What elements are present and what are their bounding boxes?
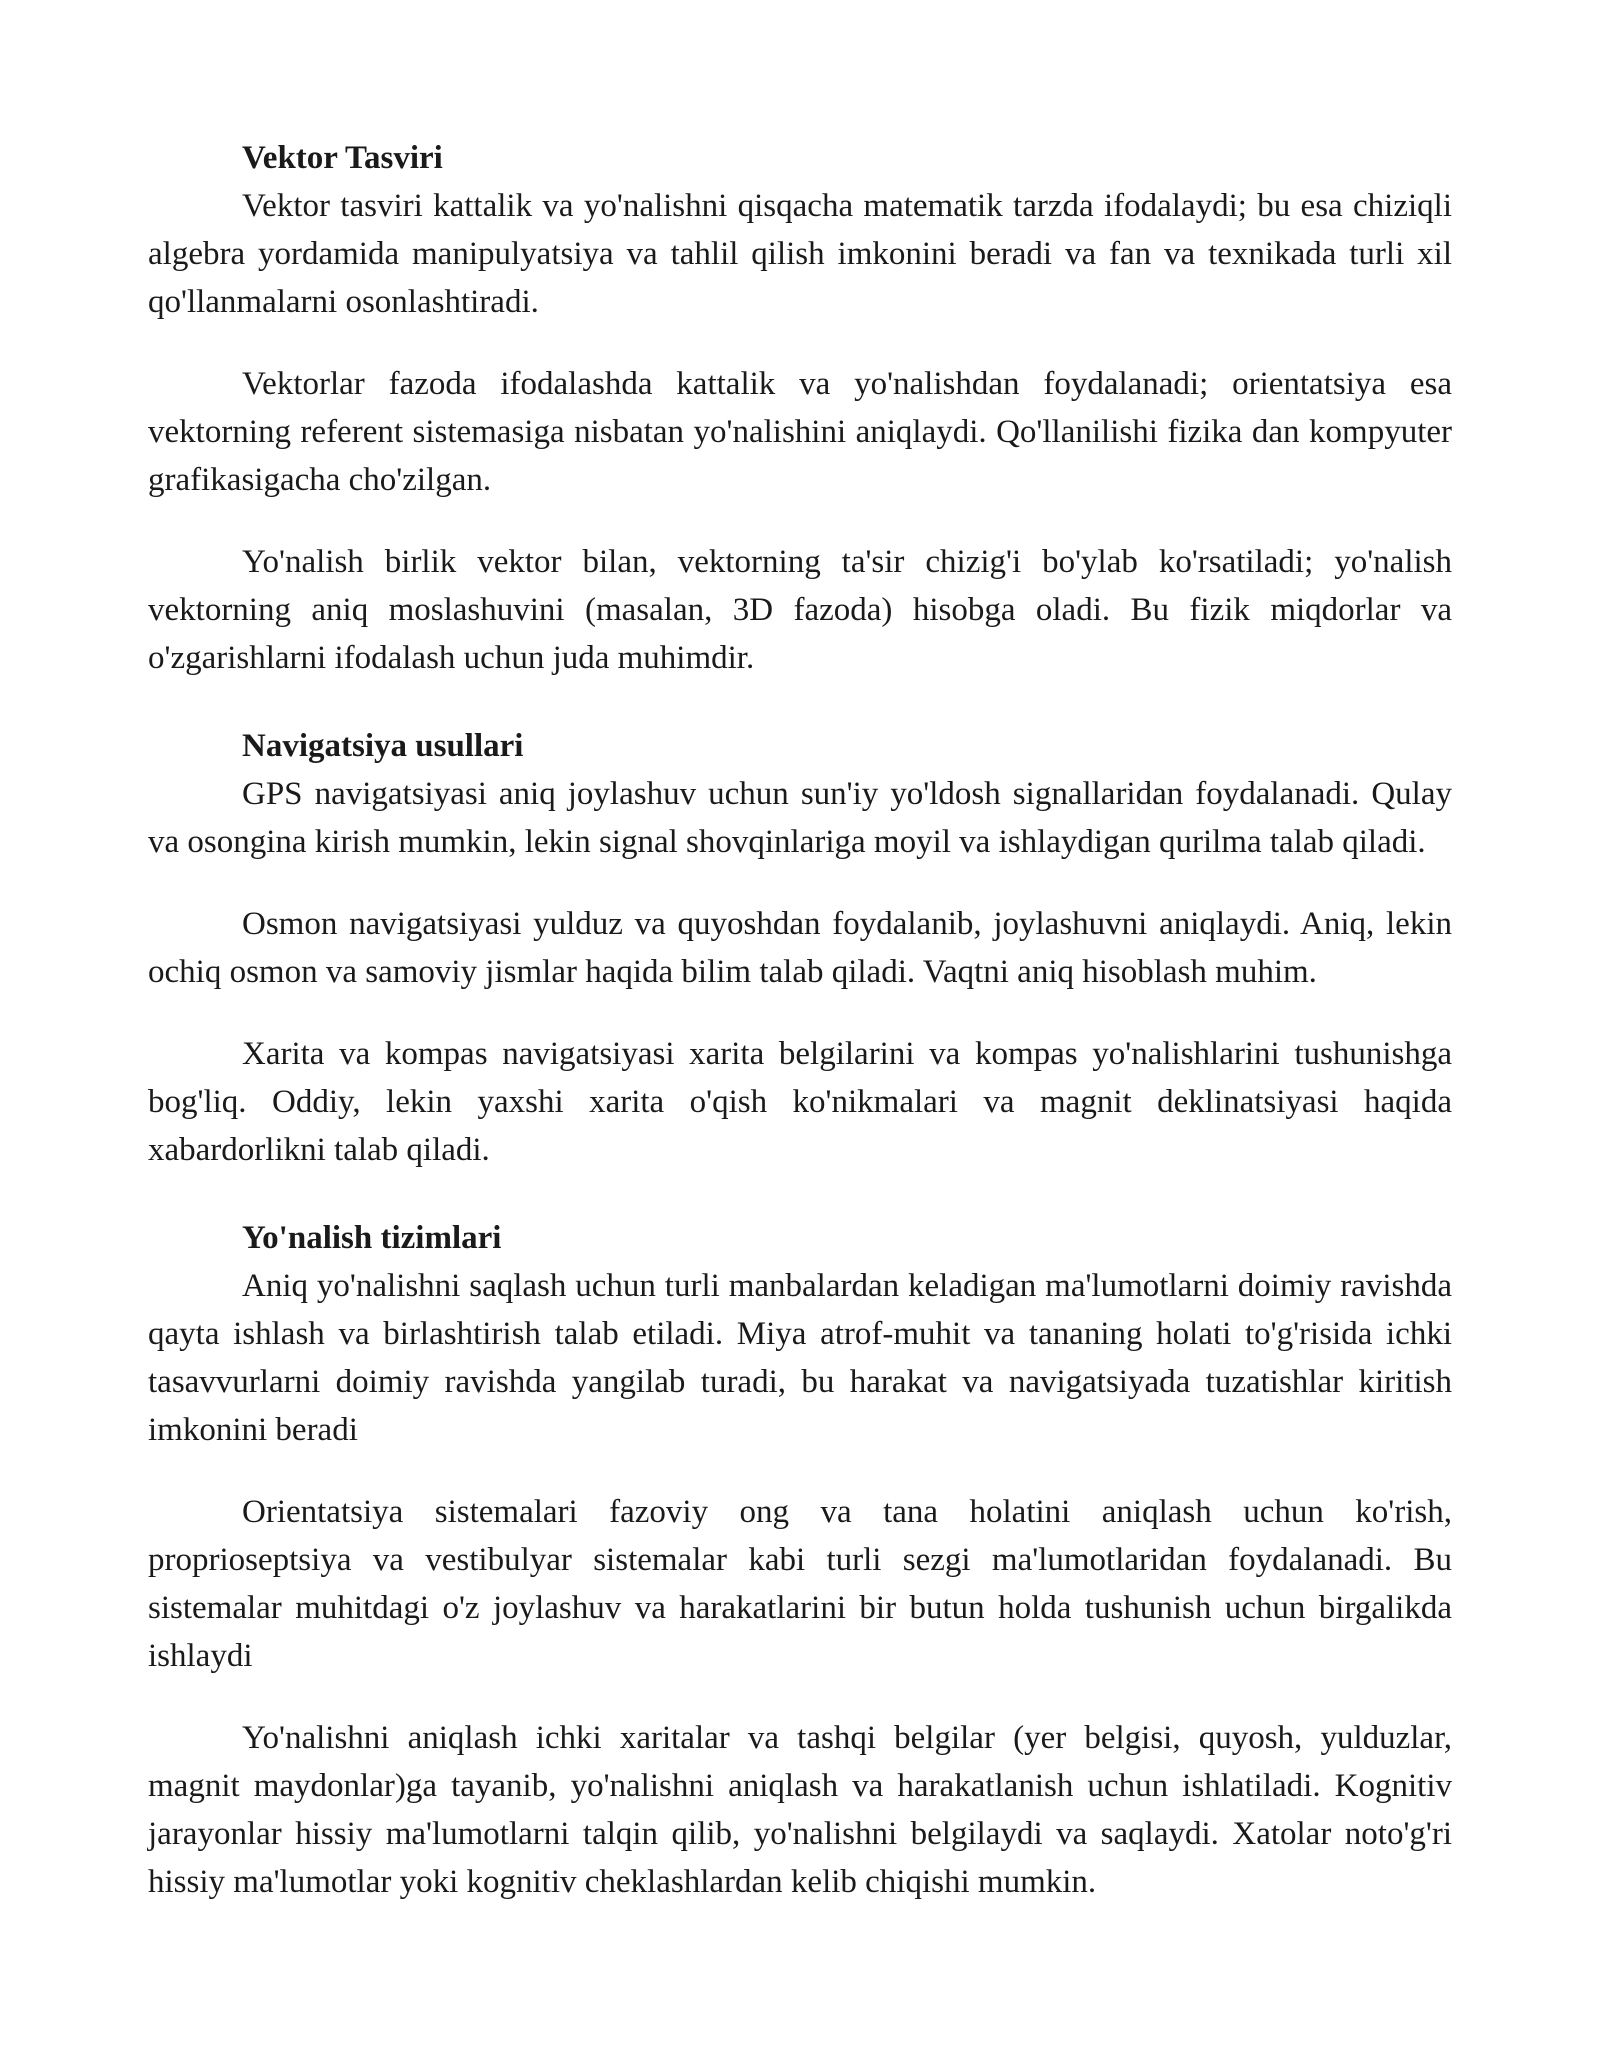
section-vektor-tasviri bbox=[148, 134, 1452, 682]
section-navigatsiya-usullari bbox=[148, 722, 1452, 1174]
paragraph: GPS navigatsiyasi aniq joylashuv uchun sun'iy yo'ldosh signallaridan foydalanadi. Qulay va osongina kirish mumkin, lekin signal shovqinlariga moyil va ishlaydigan qurilma talab qiladi. bbox=[148, 776, 1452, 860]
section-yonalish-tizimlari bbox=[148, 1214, 1452, 1906]
paragraph: Vektor tasviri kattalik va yo'nalishni qisqacha matematik tarzda ifodalaydi; bu esa chiziqli algebra yordamida manipulyatsiya va tahlil qilish imkonini beradi va fan va texnikada turli xil qo'llanmalarni osonlashtiradi. bbox=[148, 188, 1452, 320]
paragraph: Orientatsiya sistemalari fazoviy ong va tana holatini aniqlash uchun ko'rish, proprioseptsiya va vestibulyar sistemalar kabi turli sezgi ma'lumotlaridan foydalanadi. Bu sistemalar muhitdagi o'z joylashuv va harakatlarini bir butun holda tushunish uchun birgalikda ishlaydi bbox=[148, 1494, 1452, 1674]
paragraph: Yo'nalishni aniqlash ichki xaritalar va tashqi belgilar (yer belgisi, quyosh, yulduzlar, magnit maydonlar)ga tayanib, yo'nalishni aniqlash va harakatlanish uchun ishlatiladi. Kognitiv jarayonlar hissiy ma'lumotlarni talqin qilib, yo'nalishni belgilaydi va saqlaydi. Xatolar noto'g'ri hissiy ma'lumotlar yoki kognitiv cheklashlardan kelib chiqishi mumkin. bbox=[148, 1720, 1452, 1900]
paragraph: Osmon navigatsiyasi yulduz va quyoshdan foydalanib, joylashuvni aniqlaydi. Aniq, lekin ochiq osmon va samoviy jismlar haqida bilim talab qiladi. Vaqtni aniq hisoblash muhim. bbox=[148, 906, 1452, 990]
paragraph: Yo'nalish birlik vektor bilan, vektorning ta'sir chizig'i bo'ylab ko'rsatiladi; yo'nalish vektorning aniq moslashuvini (masalan, 3D fazoda) hisobga oladi. Bu fizik miqdorlar va o'zgarishlarni ifodalash uchun juda muhimdir. bbox=[148, 544, 1452, 676]
paragraph: Vektorlar fazoda ifodalashda kattalik va yo'nalishdan foydalanadi; orientatsiya esa vektorning referent sistemasiga nisbatan yo'nalishini aniqlaydi. Qo'llanilishi fizika dan kompyuter grafikasigacha cho'zilgan. bbox=[148, 366, 1452, 498]
section-heading: Navigatsiya usullari bbox=[242, 728, 524, 764]
section-heading: Vektor Tasviri bbox=[242, 140, 443, 176]
document-page bbox=[148, 134, 1452, 1946]
section-heading: Yo'nalish tizimlari bbox=[242, 1220, 502, 1256]
paragraph: Xarita va kompas navigatsiyasi xarita belgilarini va kompas yo'nalishlarini tushunishga bog'liq. Oddiy, lekin yaxshi xarita o'qish ko'nikmalari va magnit deklinatsiyasi haqida xabardorlikni talab qiladi. bbox=[148, 1036, 1452, 1168]
paragraph: Aniq yo'nalishni saqlash uchun turli manbalardan keladigan ma'lumotlarni doimiy ravishda qayta ishlash va birlashtirish talab etiladi. Miya atrof-muhit va tananing holati to'g'risida ichki tasavvurlarni doimiy ravishda yangilab turadi, bu harakat va navigatsiyada tuzatishlar kiritish imkonini beradi bbox=[148, 1268, 1452, 1448]
